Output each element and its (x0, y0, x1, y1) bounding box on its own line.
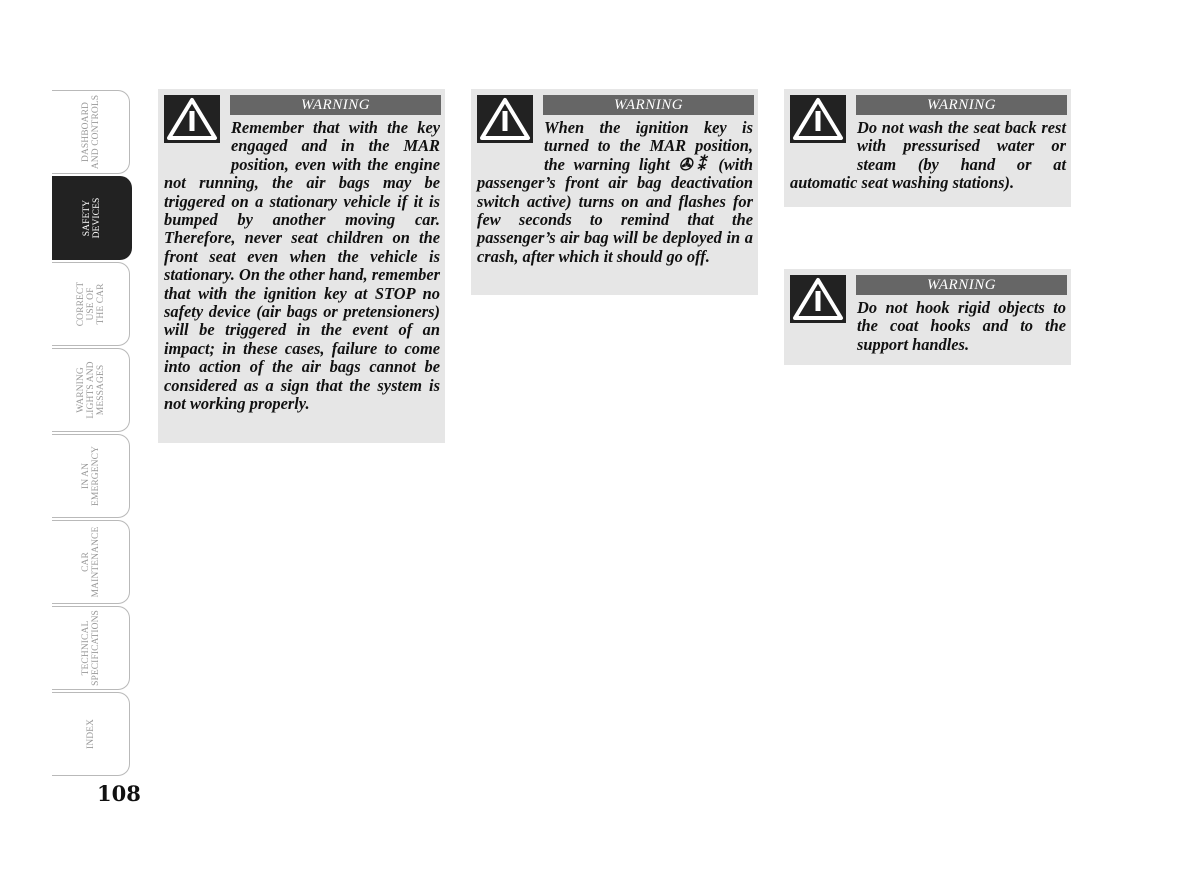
warning-text: Do not wash the seat back rest with pressurised water or steam (by hand or at automatic seat washing stations). (790, 118, 1066, 193)
tab-correct-use-of-the-car[interactable] (52, 262, 130, 346)
tab-dashboard-and-controls[interactable] (52, 90, 130, 174)
tab-label: CAR MAINTENANCE (80, 526, 101, 598)
tab-label: CORRECT USE OF THE CAR (75, 281, 106, 327)
tab-label: INDEX (85, 718, 96, 750)
tab-label: IN AN EMERGENCY (80, 445, 101, 507)
warning-text: When the ignition key is turned to the MAR position, the warning light ✇⁑ (with passenger’s front air bag deactivation switch active) turns on and flashes for few seconds to remind that the passenger’s air bag will be deployed in a crash, after which it should go off. (477, 118, 753, 266)
warning-title: WARNING (856, 95, 1067, 115)
warning-title: WARNING (230, 95, 441, 115)
warning-box-seat-washing (784, 89, 1071, 207)
warning-box-airbag-stationary (158, 89, 445, 443)
tab-label: WARNING LIGHTS AND MESSAGES (75, 361, 106, 419)
warning-title: WARNING (543, 95, 754, 115)
warning-text: Do not hook rigid objects to the coat hooks and to the support handles. (857, 298, 1066, 354)
tab-warning-lights-and-messages[interactable] (52, 348, 130, 432)
tab-technical-specifications[interactable] (52, 606, 130, 690)
tab-car-maintenance[interactable] (52, 520, 130, 604)
tab-label: SAFETY DEVICES (81, 197, 102, 239)
warning-title: WARNING (856, 275, 1067, 295)
tab-safety-devices[interactable] (52, 176, 132, 260)
tab-in-an-emergency[interactable] (52, 434, 130, 518)
warning-box-ignition-key (471, 89, 758, 295)
tab-label: DASHBOARD AND CONTROLS (80, 94, 101, 170)
warning-box-coat-hooks (784, 269, 1071, 365)
page-number: 108 (97, 781, 141, 806)
warning-text: Remember that with the key engaged and in the MAR position, even with the engine not running, the air bags may be triggered on a stationary vehicle if it is bumped by another moving car. Therefore, never seat children on the front seat even when the vehicle is stationary. On the other hand, remember that with the ignition key at STOP no safety device (air bags or pretensioners) will be triggered in the event of an impact; in these cases, failure to come into action of the air bags cannot be considered as a sign that the system is not working properly. (164, 118, 440, 414)
tab-label: TECHNICAL SPECIFICATIONS (80, 610, 101, 686)
tab-index[interactable] (52, 692, 130, 776)
